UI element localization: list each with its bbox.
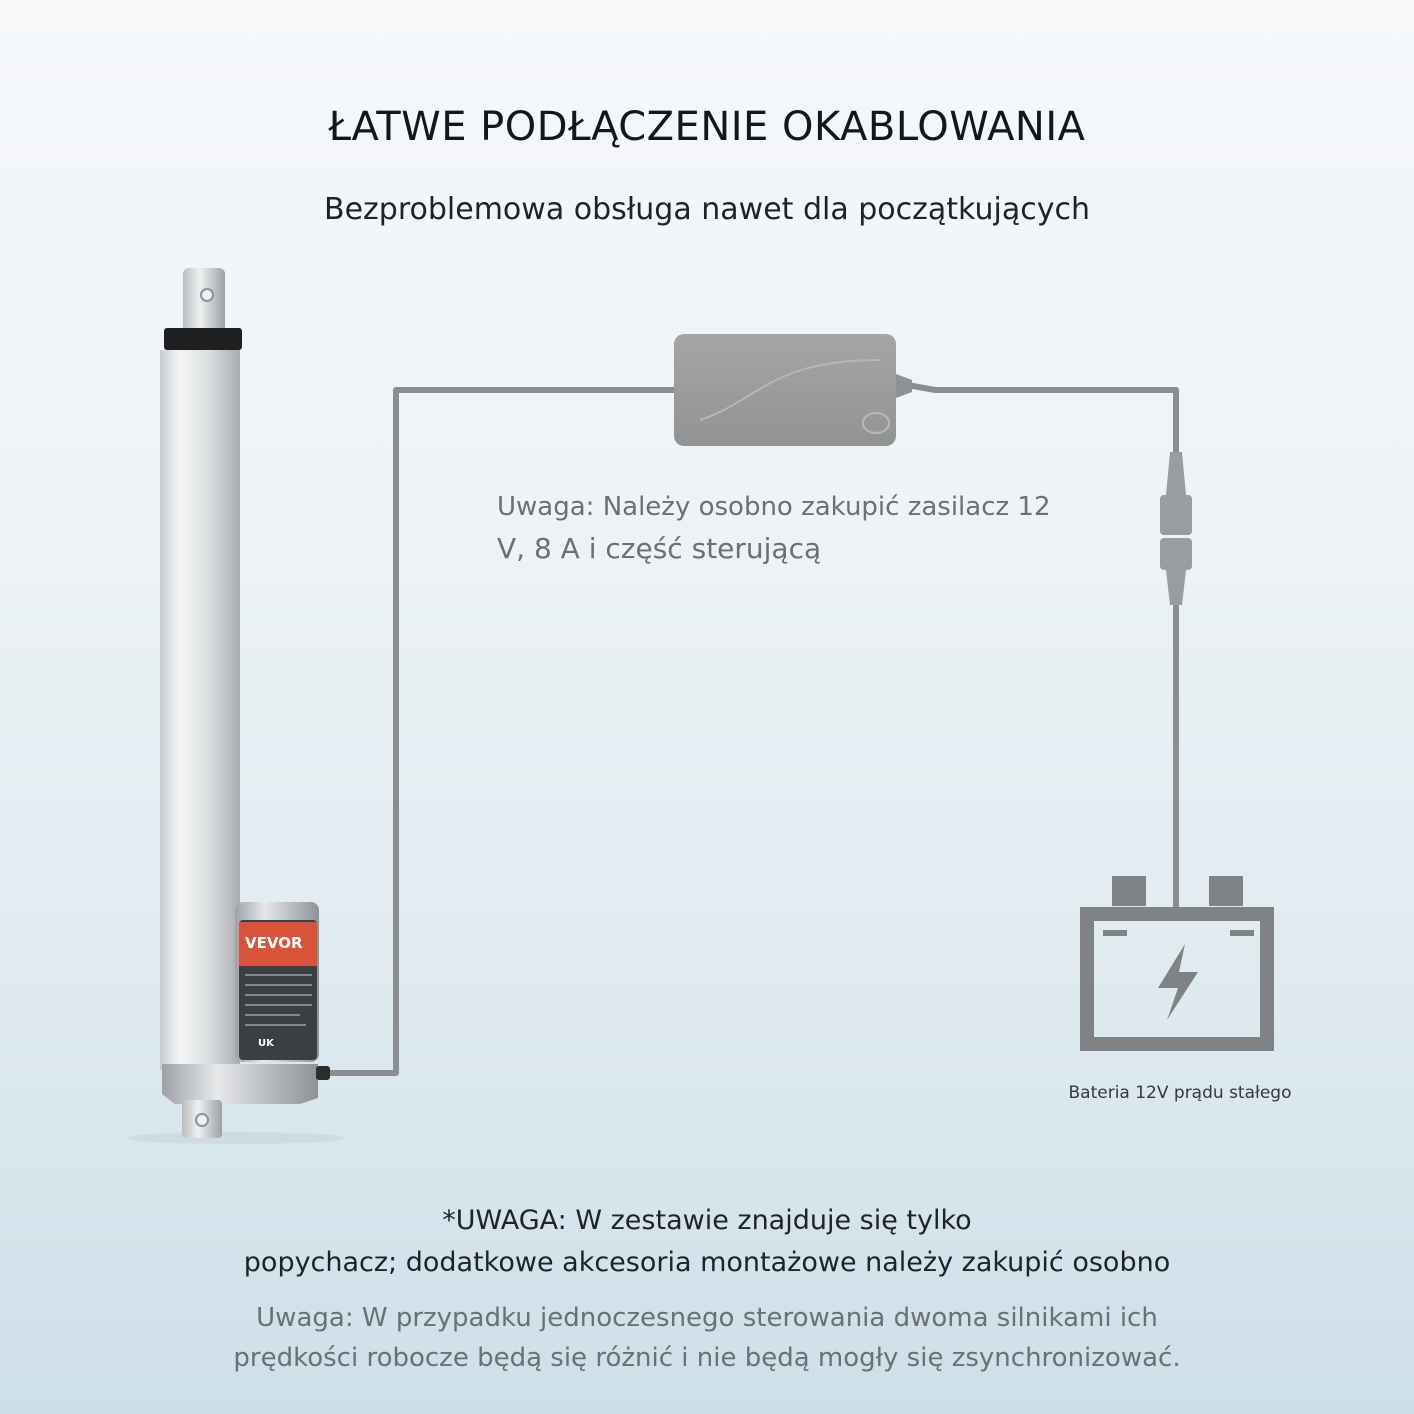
sync-note-line2: prędkości robocze będą się różnić i nie będą mogły się zsynchronizować. [233,1343,1181,1373]
wire-right [902,384,1176,908]
sync-warning-note [0,1298,1414,1378]
power-adapter-icon [674,334,912,446]
kit-note-line1: *UWAGA: W zestawie znajduje się tylko [442,1205,972,1236]
inline-connector-icon [1160,452,1192,605]
page-title: ŁATWE PODŁĄCZENIE OKABLOWANIA [328,104,1086,150]
battery-label: Bateria 12V prądu stałego [1068,1083,1292,1103]
kit-note-line2: popychacz; dodatkowe akcesoria montażowe należy zakupić osobno [243,1247,1171,1278]
kit-contents-note [0,1200,1414,1284]
linear-actuator-image [126,268,346,1144]
sync-note-line1: Uwaga: W przypadku jednoczesnego sterowania dwoma silnikami ich [256,1303,1158,1333]
power-supply-note-line1: Uwaga: Należy osobno zakupić zasilacz 12 [497,492,1051,522]
power-supply-note-line2: V, 8 A i część sterującą [497,532,822,565]
lightning-bolt-icon [1158,944,1198,1020]
power-supply-note [497,486,1097,570]
brand-label: VEVOR [245,934,303,952]
page-subtitle: Bezproblemowa obsługa nawet dla początkujących [324,192,1090,227]
uk-mark: UK [258,1038,274,1049]
